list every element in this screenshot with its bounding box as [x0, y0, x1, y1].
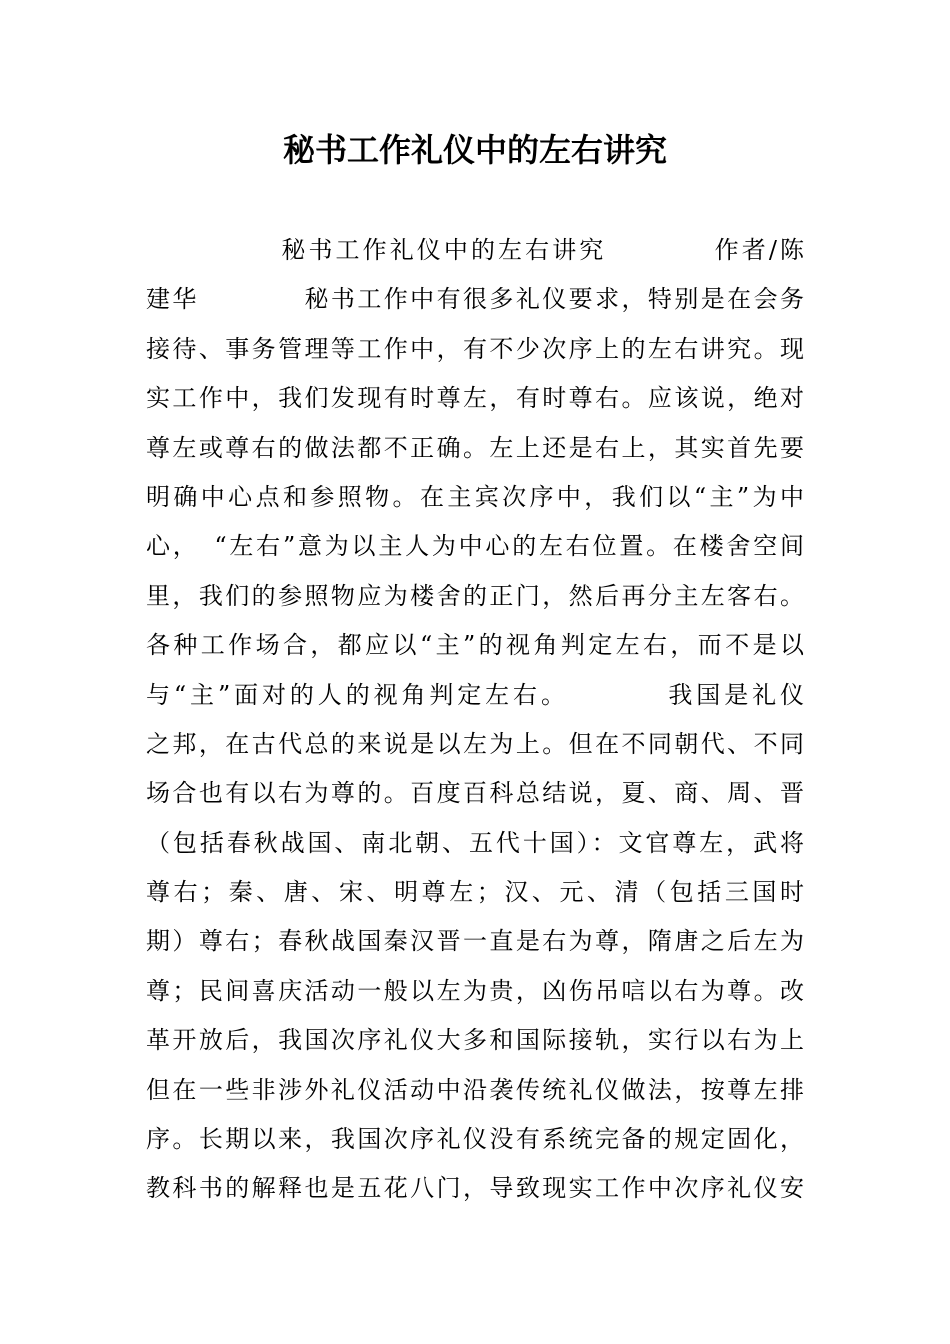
body-line: 序。长期以来，我国次序礼仪没有系统完备的规定固化，: [146, 1125, 804, 1154]
body-line: 明确中心点和参照物。在主宾次序中，我们以“主”为中: [146, 482, 804, 511]
body-line: 尊；民间喜庆活动一般以左为贵，凶伤吊唁以右为尊。改: [146, 976, 804, 1005]
body-line: 秘书工作礼仪中的左右讲究 作者/陈: [146, 236, 804, 264]
body-line: 建华 秘书工作中有很多礼仪要求，特别是在会务: [146, 285, 804, 314]
document-body: [146, 226, 804, 1214]
body-line: 接待、事务管理等工作中，有不少次序上的左右讲究。现: [146, 334, 804, 363]
body-line: 实工作中，我们发现有时尊左，有时尊右。应该说，绝对: [146, 384, 804, 413]
body-line: 教科书的解释也是五花八门，导致现实工作中次序礼仪安: [146, 1174, 804, 1203]
body-line: 但在一些非涉外礼仪活动中沿袭传统礼仪做法，按尊左排: [146, 1075, 804, 1104]
body-line: 尊左或尊右的做法都不正确。左上还是右上，其实首先要: [146, 433, 804, 462]
body-line: 心， “左右”意为以主人为中心的左右位置。在楼舍空间: [146, 532, 804, 561]
body-line: 里，我们的参照物应为楼舍的正门，然后再分主左客右。: [146, 581, 804, 610]
body-line: 期）尊右；春秋战国秦汉晋一直是右为尊，隋唐之后左为: [146, 927, 804, 956]
body-line: 尊右；秦、唐、宋、明尊左；汉、元、清（包括三国时: [146, 878, 804, 907]
body-line: （包括春秋战国、南北朝、五代十国）：文官尊左，武将: [146, 828, 804, 857]
document-title: 秘书工作礼仪中的左右讲究: [282, 131, 667, 169]
body-line: 与“主”面对的人的视角判定左右。 我国是礼仪: [146, 680, 804, 709]
body-line: 场合也有以右为尊的。百度百科总结说，夏、商、周、晋: [146, 779, 804, 808]
body-line: 各种工作场合，都应以“主”的视角判定左右，而不是以: [146, 631, 804, 660]
body-line: 之邦，在古代总的来说是以左为上。但在不同朝代、不同: [146, 729, 804, 758]
body-line: 革开放后，我国次序礼仪大多和国际接轨，实行以右为上: [146, 1026, 804, 1055]
